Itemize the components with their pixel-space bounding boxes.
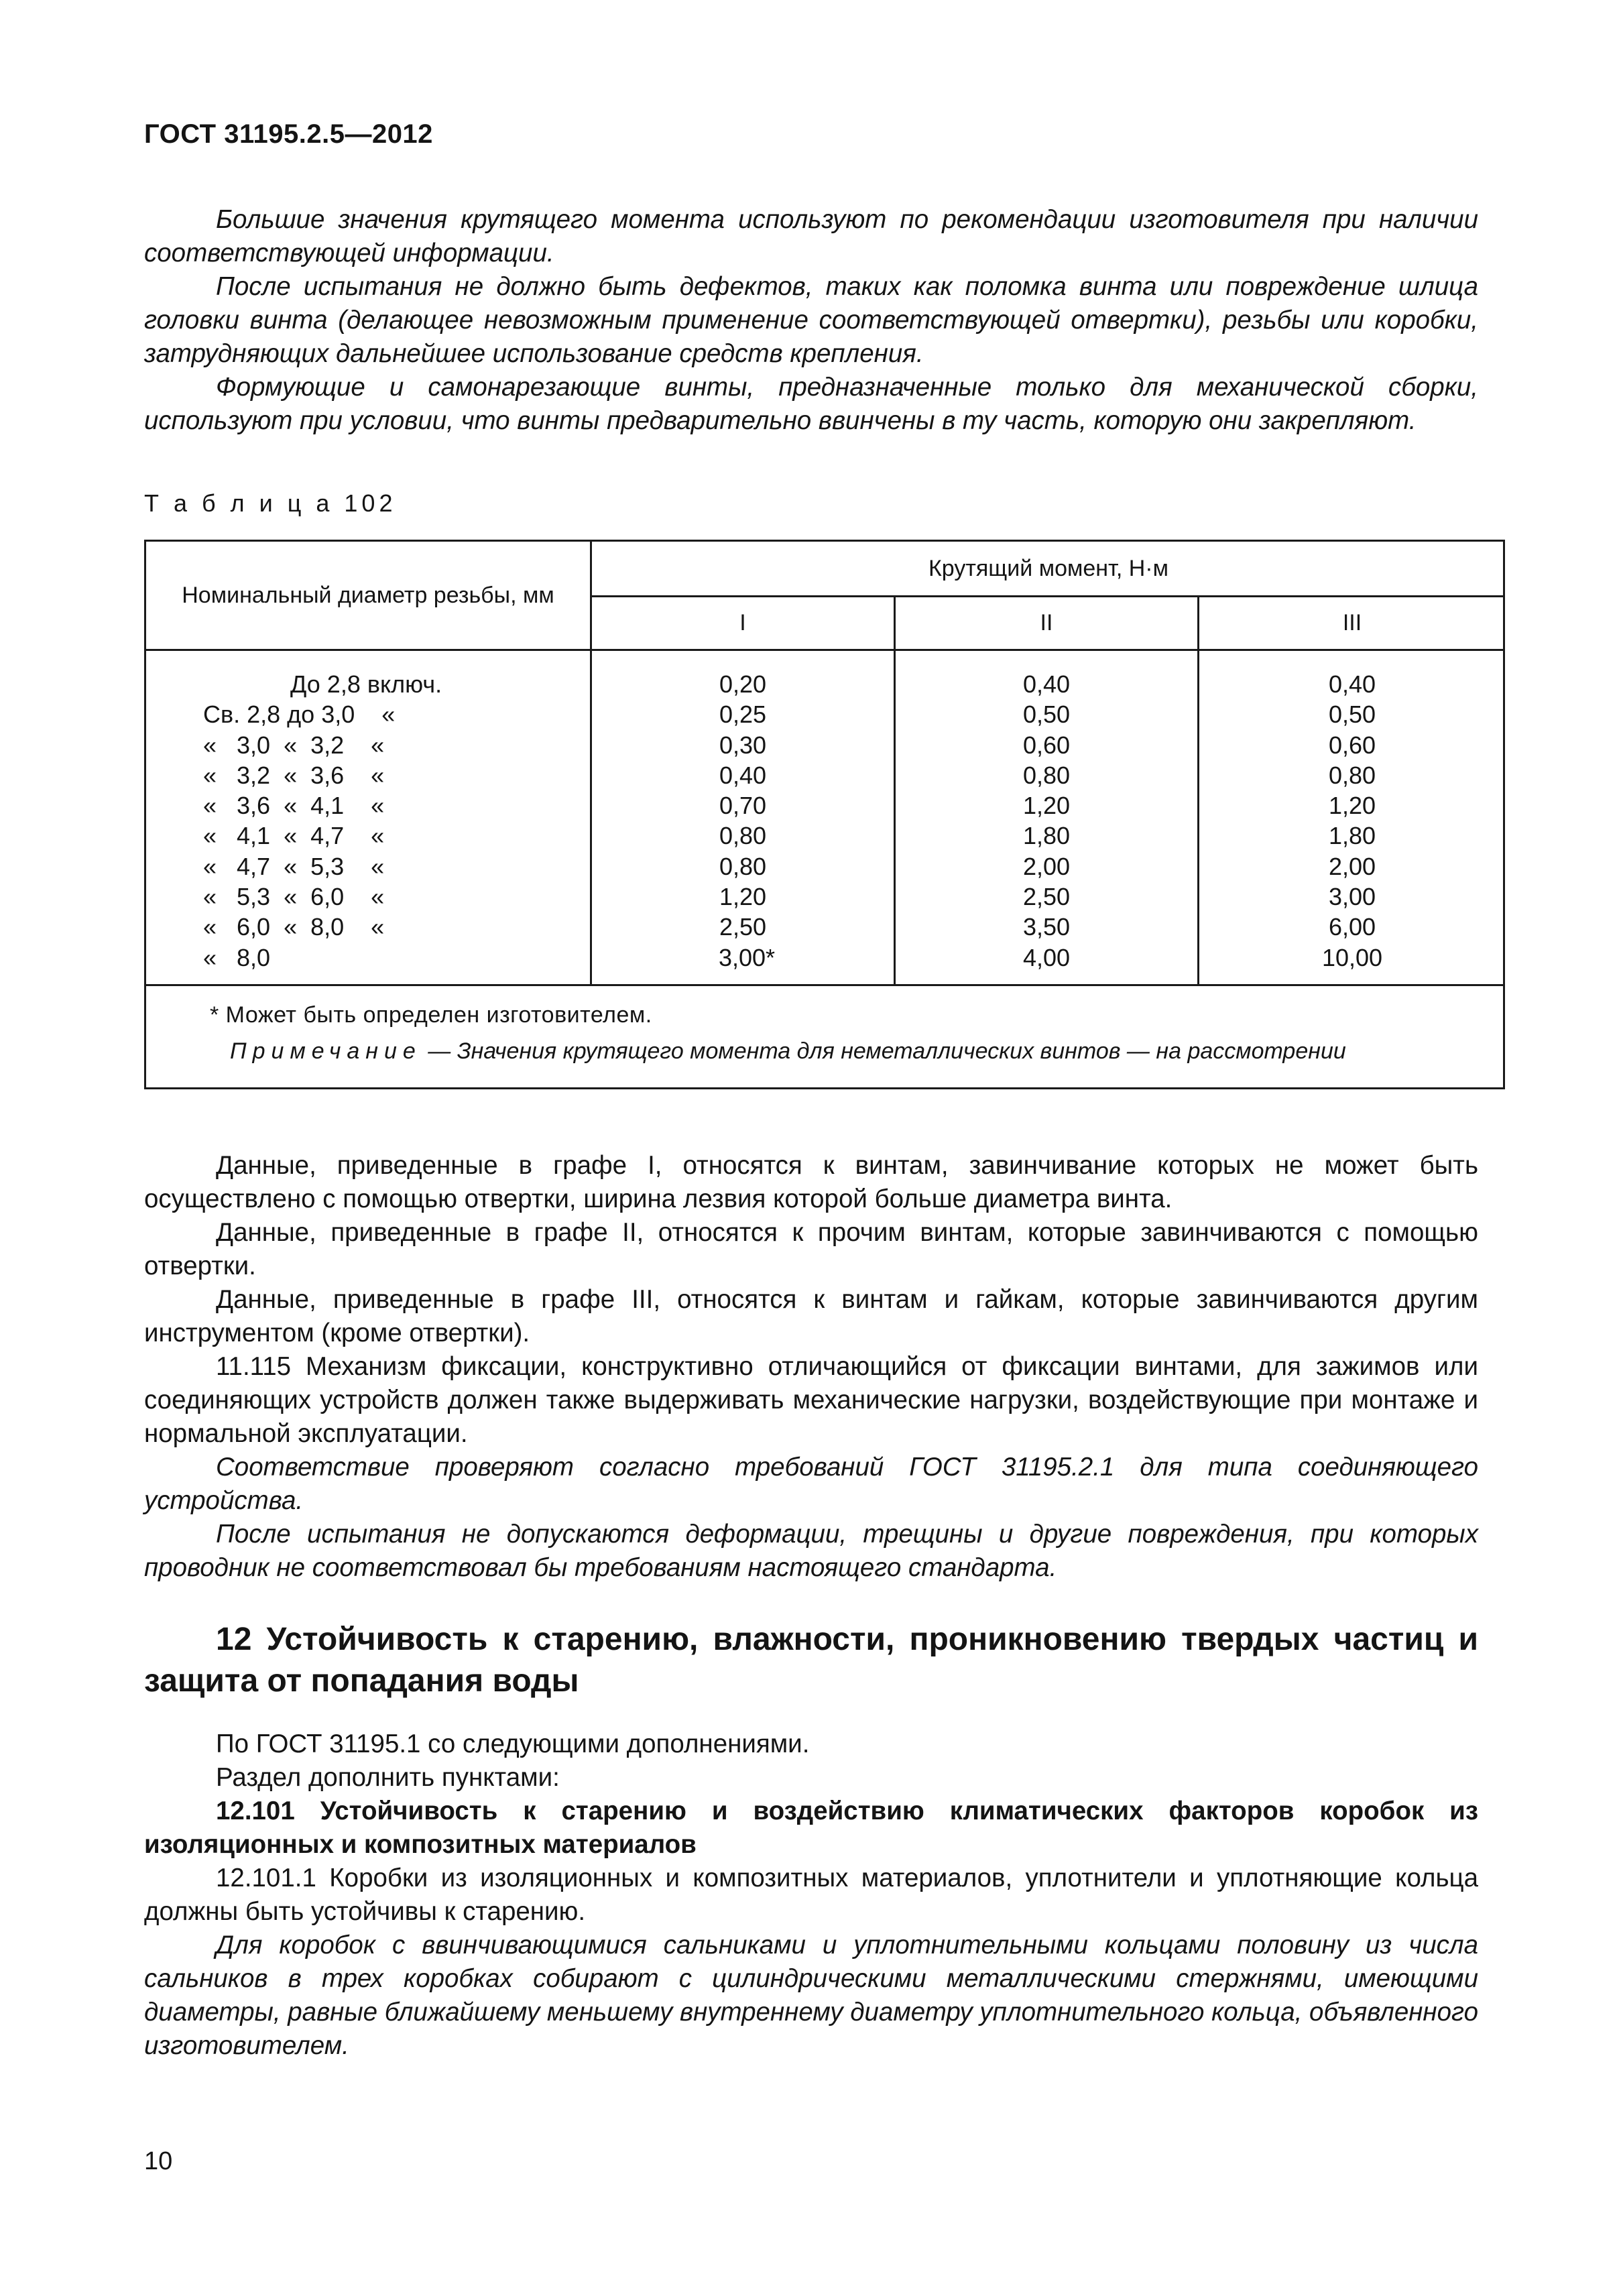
table-cell: « 3,2 « 3,6 « [203, 761, 385, 789]
table-cell: 0,60 [1022, 731, 1071, 759]
paragraph: 11.115 Механизм фиксации, конструктивно отличающийся от фиксации винтами, для зажимов или соединяющих устройств должен также выдерживать механические нагрузки, воздействующие при монтаже и нормальной эксплуатации. [144, 1352, 1478, 1448]
paragraph: Формующие и самонарезающие винты, предназначенные только для механической сборки, используют при условии, что винты предварительно ввинчены в ту часть, которую они закрепляют. [144, 373, 1478, 435]
note-text: — Значения крутящего момента для неметаллических винтов — на рассмотрении [421, 1038, 1346, 1064]
table-cell: 2,00 [1328, 852, 1376, 880]
table-cell: 6,00 [1328, 913, 1376, 941]
table-cell: 0,80 [719, 852, 767, 880]
table-cell: 1,80 [1328, 822, 1376, 850]
table-footnote: * Может быть определен изготовителем. [210, 1002, 652, 1028]
table-cell: 0,40 [719, 761, 767, 789]
table-cell: 0,30 [719, 731, 767, 759]
table-cell: « 3,6 « 4,1 « [203, 792, 385, 820]
table-cell: 0,40 [1022, 670, 1071, 698]
table-cell: 0,40 [1328, 670, 1376, 698]
table-cell: 2,00 [1022, 852, 1071, 880]
table-cell: 0,60 [1328, 731, 1376, 759]
table-cell: 0,80 [719, 822, 767, 850]
table-cell: 3,50 [1022, 913, 1071, 941]
paragraph: По ГОСТ 31195.1 со следующими дополнениями. [216, 1730, 810, 1758]
table-cell: 1,80 [1022, 822, 1071, 850]
table-cell: 0,80 [1022, 761, 1071, 789]
section-text [144, 1728, 1478, 2063]
table-rule [146, 984, 1505, 986]
document-header: ГОСТ 31195.2.5—2012 [144, 119, 433, 149]
paragraph: Для коробок с ввинчивающимися сальниками и уплотнительными кольцами половину из числа сальников в трех коробках собирают с цилиндрическими металлическими стержнями, имеющими диаметры, равные ближайшему меньшему внутреннему диаметру уплотнительного кольца, объявленного изготовителем. [144, 1931, 1478, 2060]
paragraph: Раздел дополнить пунктами: [216, 1763, 560, 1792]
table-cell: « 5,3 « 6,0 « [203, 883, 385, 911]
table-cell: 0,80 [1328, 761, 1376, 789]
subheader-II: II [1040, 610, 1053, 636]
table-cell: « 4,1 « 4,7 « [203, 822, 385, 850]
table-cell: 0,50 [1022, 701, 1071, 729]
subsection-heading: 12.101 Устойчивость к старению и воздействию климатических факторов коробок из изоляционных и композитных материалов [144, 1797, 1478, 1859]
torque-column-III [1199, 669, 1505, 973]
diameter-column [203, 669, 579, 973]
table-cell: 10,00 [1321, 943, 1383, 971]
note-label: Примечание [230, 1038, 422, 1064]
table-cell: 0,70 [719, 792, 767, 820]
table-cell: 1,20 [1328, 792, 1376, 820]
paragraph: После испытания не допускаются деформации, трещины и другие повреждения, при которых проводник не соответствовал бы требованиям настоящего стандарта. [144, 1520, 1478, 1582]
table-cell: 1,20 [719, 883, 767, 911]
section-heading: 12 Устойчивость к старению, влажности, проникновению твердых частиц и защита от попадания воды [144, 1622, 1478, 1699]
paragraph: Данные, приведенные в графе III, относятся к винтам и гайкам, которые завинчиваются другим инструментом (кроме отвертки). [144, 1285, 1478, 1347]
table-cell: « 8,0 [203, 943, 271, 971]
paragraph: Большие значения крутящего момента используют по рекомендации изготовителя при наличии соответствующей информации. [144, 205, 1478, 267]
table-cell: 0,25 [719, 701, 767, 729]
table-cell: До 2,8 включ. [290, 670, 442, 698]
table-caption: Т а б л и ц а 102 [144, 489, 397, 517]
subheader-III: III [1342, 610, 1362, 636]
table-note [230, 1038, 1346, 1065]
page-number: 10 [144, 2147, 173, 2175]
table-cell: « 3,0 « 3,2 « [203, 731, 385, 759]
header-diameter: Номинальный диаметр резьбы, мм [182, 582, 554, 608]
table-cell: Св. 2,8 до 3,0 « [203, 701, 396, 729]
torque-column-I [592, 669, 894, 973]
paragraph: Данные, приведенные в графе I, относятся к винтам, завинчивание которых не может быть осуществлено с помощью отвертки, ширина лезвия которой больше диаметра винта. [144, 1151, 1478, 1213]
table-cell: 1,20 [1022, 792, 1071, 820]
body-text [144, 1149, 1478, 1585]
paragraph: Данные, приведенные в графе II, относятся к прочим винтам, которые завинчиваются с помощью отвертки. [144, 1218, 1478, 1280]
table-rule [146, 649, 1505, 651]
torque-table [144, 540, 1505, 1089]
table-cell: 0,20 [719, 670, 767, 698]
table-cell: 0,50 [1328, 701, 1376, 729]
table-cell: 3,00* [718, 943, 776, 971]
table-cell: 2,50 [1022, 883, 1071, 911]
table-cell: 4,00 [1022, 943, 1071, 971]
table-cell: 2,50 [719, 913, 767, 941]
intro-text [144, 203, 1478, 438]
table-cell: « 6,0 « 8,0 « [203, 913, 385, 941]
paragraph: 12.101.1 Коробки из изоляционных и композитных материалов, уплотнители и уплотняющие кольца должны быть устойчивы к старению. [144, 1864, 1478, 1926]
paragraph: После испытания не должно быть дефектов, таких как поломка винта или повреждение шлица головки винта (делающее невозможным применение соответствующей отвертки), резьбы или коробки, затрудняющих дальнейшее использование средств крепления. [144, 272, 1478, 368]
table-cell: 3,00 [1328, 883, 1376, 911]
header-torque: Крутящий момент, Н·м [928, 555, 1168, 581]
subheader-I: I [739, 610, 746, 636]
torque-column-II [896, 669, 1197, 973]
table-cell: « 4,7 « 5,3 « [203, 852, 385, 880]
paragraph: Соответствие проверяют согласно требований ГОСТ 31195.2.1 для типа соединяющего устройства. [144, 1453, 1478, 1515]
